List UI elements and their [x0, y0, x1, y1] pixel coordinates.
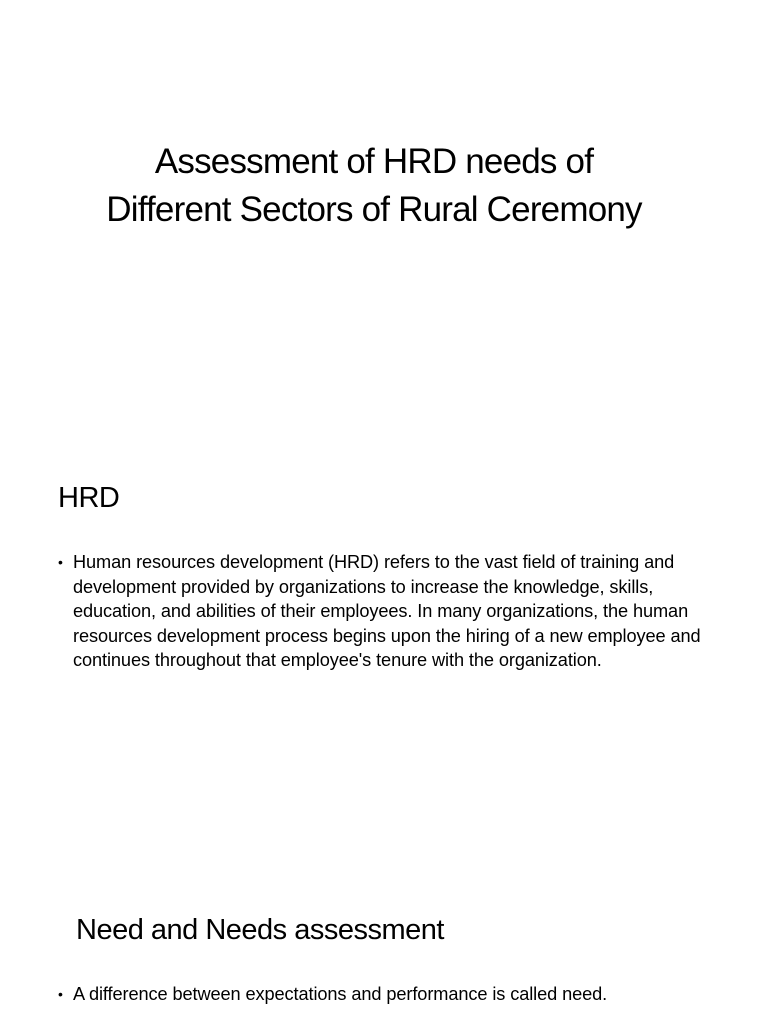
need-definition-text: A difference between expectations and performance is called need. [73, 984, 608, 1004]
bullet-icon: • [58, 554, 63, 570]
hrd-slide [0, 440, 768, 780]
hrd-definition-text: Human resources development (HRD) refers to the vast field of training and development provided by organizations to increase the knowledge, skills, education, and abilities of their employees. In many organizations, the human resources development process begins upon the hiring of a new employee and continues throughout that employee's tenure with the organization. [73, 552, 701, 670]
presentation-title: Assessment of HRD needs of Different Sectors of Rural Ceremony [106, 142, 642, 229]
bullet-icon: • [58, 986, 63, 1002]
hrd-definition-bullet [58, 550, 718, 673]
needs-assessment-title: Need and Needs assessment [76, 914, 444, 946]
need-definition-bullet [58, 982, 748, 1007]
hrd-slide-title: HRD [58, 482, 120, 514]
title-slide [0, 0, 768, 384]
needs-assessment-slide [0, 880, 768, 1024]
